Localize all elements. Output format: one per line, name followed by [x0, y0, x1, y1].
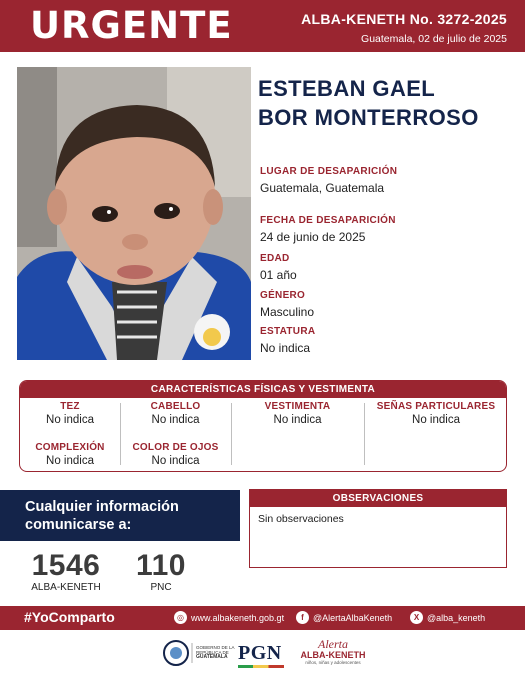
guatemala-government-logo — [162, 638, 235, 673]
alerta-text: Alerta — [318, 637, 348, 651]
alba-keneth-logo — [298, 638, 368, 665]
detail-value: Masculino — [260, 305, 315, 319]
observations-box — [249, 489, 507, 568]
facebook-text: @AlertaAlbaKeneth — [313, 612, 393, 623]
characteristics-box — [19, 380, 507, 472]
phone-label: ALBA-KENETH — [31, 582, 101, 593]
website-text: www.albakeneth.gob.gt — [191, 612, 285, 623]
gov-line-1: GOBIERNO DE LA REPÚBLICA DE — [196, 645, 235, 655]
contact-line-2: comunicarse a: — [25, 517, 132, 533]
detail-value: 01 año — [260, 268, 297, 282]
char-value: No indica — [151, 414, 200, 426]
char-cabello — [120, 401, 231, 426]
x-icon: X — [410, 611, 423, 624]
detail-gender — [260, 290, 510, 319]
char-value: No indica — [273, 414, 322, 426]
name-line-2: BOR MONTERROSO — [258, 105, 479, 130]
detail-value: No indica — [260, 341, 311, 355]
detail-height — [260, 326, 510, 355]
char-vestimenta — [231, 401, 364, 426]
characteristics-title: CARACTERÍSTICAS FÍSICAS Y VESTIMENTA — [20, 381, 506, 398]
name-line-1: ESTEBAN GAEL — [258, 76, 436, 101]
char-label: TEZ — [60, 401, 80, 412]
contact-banner — [0, 490, 240, 541]
phone-pnc[interactable] — [130, 550, 192, 593]
observations-title: OBSERVACIONES — [250, 490, 506, 507]
phone-label: PNC — [150, 582, 172, 593]
x-link[interactable] — [410, 611, 485, 624]
website-link[interactable] — [174, 611, 284, 624]
phone-alba-keneth[interactable] — [26, 550, 106, 593]
missing-person-photo — [17, 67, 251, 360]
hashtag: #YoComparto — [24, 609, 115, 625]
alba-text: ALBA-KENETH — [300, 650, 366, 660]
char-senas — [364, 401, 507, 426]
pgn-logo — [238, 642, 284, 668]
char-label: COLOR DE OJOS — [132, 442, 219, 453]
header-banner — [0, 0, 525, 52]
char-label: VESTIMENTA — [264, 401, 331, 412]
alba-sub: niños, niñas y adolescentes — [305, 660, 361, 665]
char-label: COMPLEXIÓN — [35, 442, 105, 453]
char-value: No indica — [151, 455, 200, 467]
char-value: No indica — [46, 455, 94, 467]
footer-bar — [0, 606, 525, 630]
facebook-link[interactable] — [296, 611, 392, 624]
case-number: ALBA-KENETH No. 3272-2025 — [301, 11, 507, 27]
char-label: SEÑAS PARTICULARES — [376, 401, 496, 412]
globe-icon: ◎ — [174, 611, 187, 624]
char-value: No indica — [412, 414, 460, 426]
char-label: CABELLO — [150, 401, 201, 412]
pgn-text: PGN — [238, 642, 282, 664]
detail-label: LUGAR DE DESAPARICIÓN — [260, 166, 398, 177]
detail-place — [260, 166, 510, 195]
detail-age — [260, 253, 510, 282]
urgent-title: URGENTE — [30, 4, 233, 47]
detail-value: Guatemala, Guatemala — [260, 181, 385, 195]
detail-label: EDAD — [260, 253, 290, 264]
char-tez — [20, 401, 120, 426]
char-ojos — [120, 442, 231, 467]
char-complexion — [20, 442, 120, 467]
phone-number: 1546 — [31, 549, 101, 582]
detail-value: 24 de junio de 2025 — [260, 230, 366, 244]
char-value: No indica — [46, 414, 94, 426]
phone-number: 110 — [136, 549, 186, 582]
facebook-icon: f — [296, 611, 309, 624]
detail-label: FECHA DE DESAPARICIÓN — [260, 215, 396, 226]
x-text: @alba_keneth — [427, 612, 486, 623]
contact-line-1: Cualquier información — [25, 499, 179, 515]
pgn-stripe — [238, 665, 284, 668]
place-date: Guatemala, 02 de julio de 2025 — [361, 33, 507, 45]
detail-date — [260, 215, 510, 244]
person-name — [258, 74, 479, 132]
gov-line-2: GUATEMALA — [196, 654, 228, 660]
detail-label: ESTATURA — [260, 326, 316, 337]
detail-label: GÉNERO — [260, 290, 306, 301]
observations-text: Sin observaciones — [258, 513, 344, 525]
